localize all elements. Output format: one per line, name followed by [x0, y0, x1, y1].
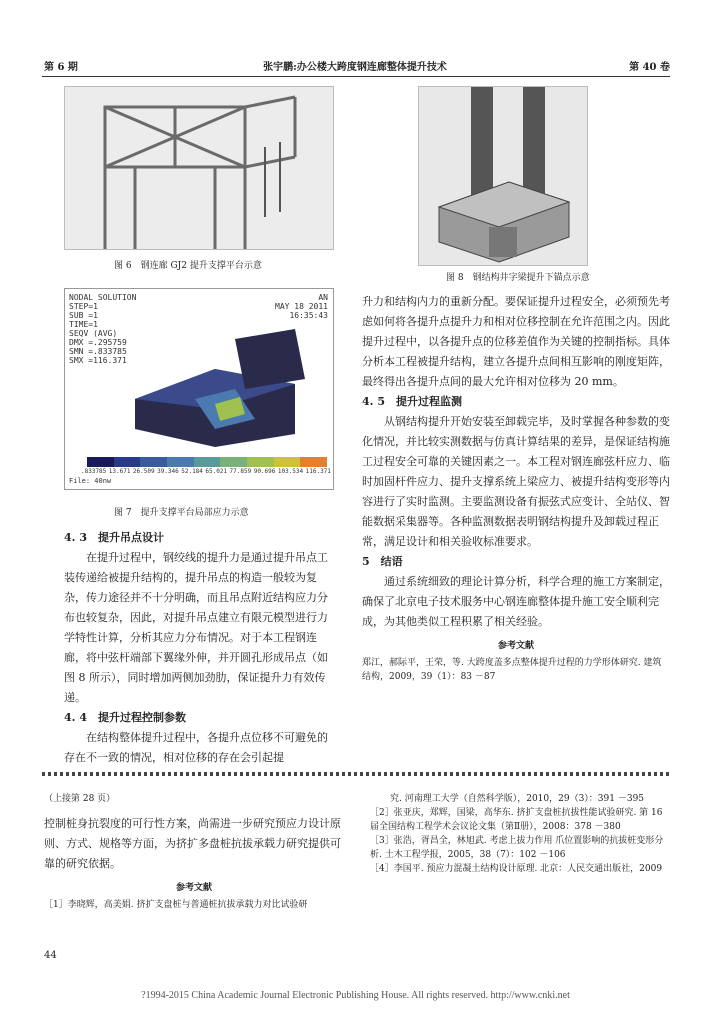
plot-param: SEQV (AVG) [69, 329, 118, 338]
legend-label: 103.534 [277, 468, 304, 475]
legend-label: 90.696 [253, 468, 276, 475]
copyright-line: ?1994-2015 China Academic Journal Electronic Publishing House. All rights reserved. http://www.cnki.net [141, 990, 570, 1001]
references-heading: 参考文献 [497, 641, 534, 651]
header-rule [42, 76, 670, 77]
figure-7-caption: 图 7 提升支撑平台局部应力示意 [114, 508, 249, 518]
reference-item: ［2］张亚庆，郑辉，国梁，高华东. 挤扩支盘桩抗拔性能试验研究. 第 16 届全国结构工程学术会议论文集（第Ⅱ册），2008：378 －380 [370, 808, 663, 832]
plot-param: TIME=1 [69, 320, 98, 329]
legend-labels [81, 468, 331, 475]
section-4-5-heading: 4. 5 提升过程监测 [362, 395, 462, 408]
lower-references-heading: 参考文献 [175, 883, 212, 893]
plot-param: SMN =.833785 [69, 347, 127, 356]
left-column [64, 528, 334, 768]
lower-left-column [44, 792, 344, 912]
section-4-4-text: 在结构整体提升过程中，各提升点位移不可避免的存在不一致的情况，相对位移的存在会引起提 [64, 731, 328, 764]
figure-8-image [418, 86, 588, 266]
legend-label: 77.859 [229, 468, 252, 475]
plot-brand: AN [318, 293, 328, 302]
plot-time: 16:35:43 [289, 311, 328, 320]
section-4-3-text: 在提升过程中，钢绞线的提升力是通过提升吊点工装传递给被提升结构的，提升吊点的构造一般较为复杂，传力途径并不十分明确，而且吊点附近结构应力分布也较复杂，因此，对提升吊点建立有限元模型进行力学特性计算，分析其应力分布情况。对于本工程钢连廊，将中弦杆端部下翼缘外伸，并开圆孔形成吊点（如图 8 所示），同时增加两侧加劲肋，保证提升力有效传递。 [64, 551, 328, 704]
lower-right-column [370, 792, 670, 876]
plot-param: STEP=1 [69, 302, 98, 311]
legend-label: .833785 [81, 468, 107, 475]
issue-number: 第 6 期 [44, 62, 78, 73]
section-4-3-heading: 4. 3 提升吊点设计 [64, 531, 164, 544]
legend-swatch [140, 457, 167, 467]
right-paragraph-1: 升力和结构内力的重新分配。要保证提升过程安全，必须预先考虑如何将各提升点提升力和相对位移控制在允许范围之内。因此提升过程中，以各提升点的位移差值作为关键的控制指标。具体分析本工程被提升结构，建立各提升点间相互影响的刚度矩阵，最终得出各提升点间的最大允许相对位移为 20 mm。 [362, 295, 670, 388]
legend-label: 39.346 [157, 468, 179, 475]
section-5-heading: 5 结语 [362, 555, 403, 568]
reference-item: 郑江，郝际平，王荣，等. 大跨度盖多点整体提升过程的力学形体研究. 建筑结构，2009，39（1）：83 －87 [362, 658, 662, 682]
plot-title: NODAL SOLUTION [69, 293, 137, 302]
legend-label: 13.671 [108, 468, 131, 475]
reference-item: 究. 河南理工大学（自然科学版），2010，29（3）：391 －395 [390, 794, 645, 804]
reference-item: ［3］张浩，胥昌全，林旭武. 考虑上拔力作用 爪位置影响的抗拔桩变形分析. 土木工程学报，2005，38（7）：102 －106 [370, 836, 664, 860]
page-number: 44 [44, 950, 57, 961]
legend-swatch [300, 457, 327, 467]
running-title: 张宇鹏:办公楼大跨度钢连廊整体提升技术 [263, 62, 447, 73]
figure-7-image [64, 288, 334, 490]
figure-6-image [64, 86, 334, 250]
figure-8-caption: 图 8 钢结构井字梁提升下锚点示意 [446, 273, 590, 283]
legend-label: 116.371 [305, 468, 331, 475]
legend-swatch [167, 457, 194, 467]
section-separator [42, 772, 670, 776]
figure-6-caption: 图 6 钢连廊 GJ2 提升支撑平台示意 [114, 261, 262, 271]
section-4-5-text: 从钢结构提升开始安装至卸载完毕，及时掌握各种参数的变化情况，并比较实测数据与仿真计算结果的差异，是保证结构施工过程安全可靠的关键因素之一。本工程对钢连廊弦杆应力、临时加固杆件应力、提升支撑系统上梁应力、被提升结构变形等内容进行了实时监测。主要监测设备有振弦式应变计、全站仪、智能数据采集器等。各种监测数据表明钢结构提升及卸载过程正常，满足设计和相关验收标准要求。 [362, 415, 670, 548]
plot-param: SMX =116.371 [69, 356, 127, 365]
plot-date: MAY 18 2011 [275, 302, 328, 311]
stress-model-graphic [125, 329, 325, 449]
legend-swatch [247, 457, 274, 467]
lower-left-text: 控制桩身抗裂度的可行性方案，尚需进一步研究预应力设计原则、方式、规格等方面，为挤扩多盘桩抗拔承载力研究提供可靠的研究依据。 [44, 817, 341, 870]
right-column [362, 292, 670, 684]
plot-file: File: 40nw [69, 477, 112, 485]
legend-swatch [114, 457, 141, 467]
stress-legend-bar [87, 457, 327, 467]
reference-item: ［1］李晓辉，高美娟. 挤扩支盘桩与普通桩抗拔承载力对比试验研 [44, 900, 308, 910]
plot-param: SUB =1 [69, 311, 98, 320]
legend-swatch [87, 457, 114, 467]
section-4-4-heading: 4. 4 提升过程控制参数 [64, 711, 186, 724]
continued-note: （上接第 28 页） [44, 794, 116, 804]
legend-label: 65.021 [205, 468, 228, 475]
legend-label: 26.509 [132, 468, 155, 475]
legend-swatch [194, 457, 221, 467]
legend-swatch [274, 457, 301, 467]
section-5-text: 通过系统细致的理论计算分析，科学合理的施工方案制定，确保了北京电子技术服务中心钢连廊整体提升施工安全顺利完成，为其他类似工程积累了相关经验。 [362, 575, 670, 628]
volume-number: 第 40 卷 [629, 62, 670, 73]
plot-param: DMX =.295759 [69, 338, 127, 347]
legend-swatch [220, 457, 247, 467]
legend-label: 52.184 [181, 468, 203, 475]
reference-item: ［4］李国平. 预应力混凝土结构设计原理. 北京：人民交通出版社，2009 [370, 864, 663, 874]
